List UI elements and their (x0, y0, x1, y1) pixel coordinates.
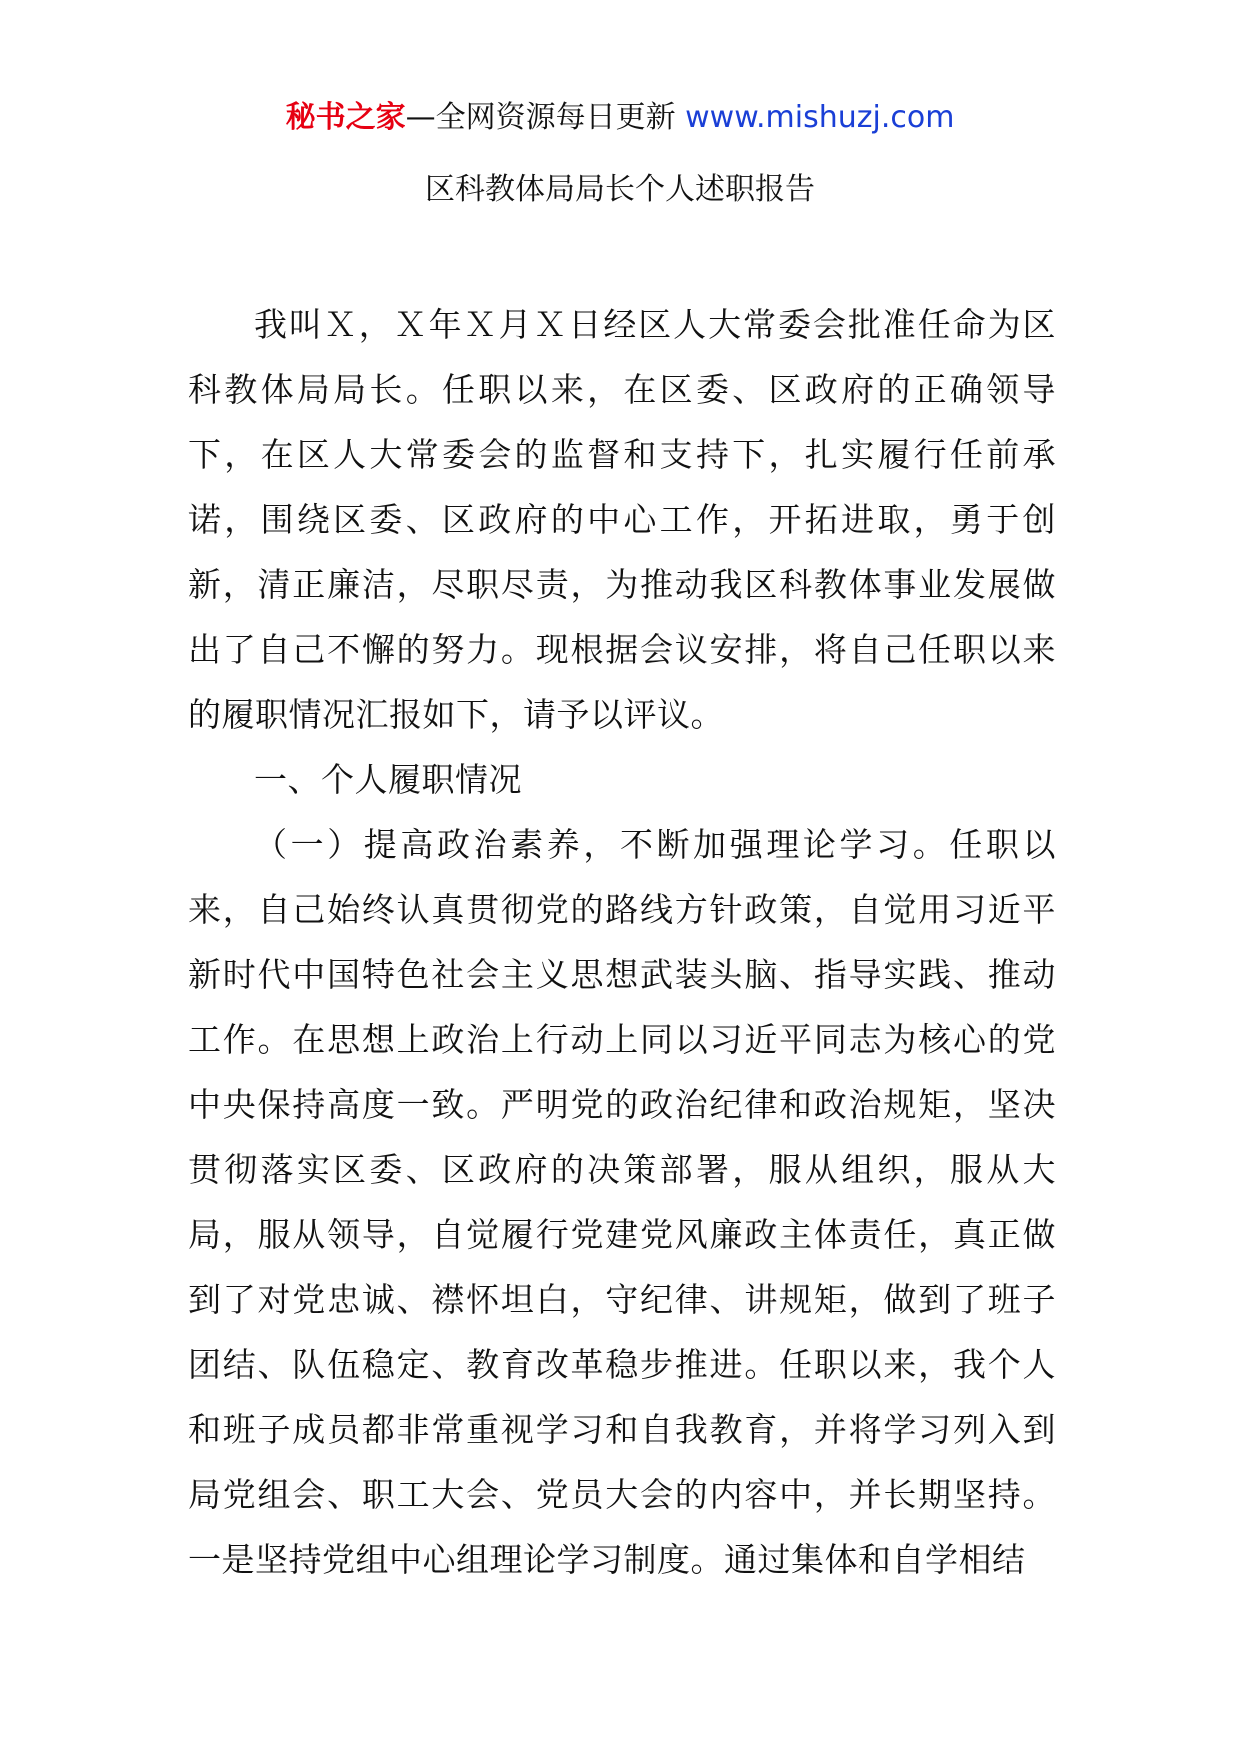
body-paragraph: （一）提高政治素养，不断加强理论学习。任职以来，自己始终认真贯彻党的路线方针政策，自觉用习近平新时代中国特色社会主义思想武装头脑、指导实践、推动工作。在思想上政治上行动上同以习近平同志为核心的党中央保持高度一致。严明党的政治纪律和政治规矩，坚决贯彻落实区委、区政府的决策部署，服从组织，服从大局，服从领导，自觉履行党建党风廉政主体责任，真正做到了对党忠诚、襟怀坦白，守纪律、讲规矩，做到了班子团结、队伍稳定、教育改革稳步推进。任职以来，我个人和班子成员都非常重视学习和自我教育，并将学习列入到局党组会、职工大会、党员大会的内容中，并长期坚持。一是坚持党组中心组理论学习制度。通过集体和自学相结 (188, 825, 1056, 1579)
section-heading: 一、个人履职情况 (254, 760, 522, 799)
intro-paragraph: 我叫Ｘ，Ｘ年Ｘ月Ｘ日经区人大常委会批准任命为区科教体局局长。任职以来，在区委、区政府的正确领导下，在区人大常委会的监督和支持下，扎实履行任前承诺，围绕区委、区政府的中心工作，开拓进取，勇于创新，清正廉洁，尽职尽责，为推动我区科教体事业发展做出了自己不懈的努力。现根据会议安排，将自己任职以来的履职情况汇报如下，请予以评议。 (188, 305, 1056, 734)
document-body (188, 292, 1056, 1592)
header-slogan: —全网资源每日更新 (405, 100, 676, 135)
document-title: 区科教体局局长个人述职报告 (425, 172, 815, 207)
site-header (0, 96, 1240, 140)
brand-name: 秘书之家 (285, 100, 406, 135)
site-url-link[interactable]: www.mishuzj.com (685, 100, 955, 135)
